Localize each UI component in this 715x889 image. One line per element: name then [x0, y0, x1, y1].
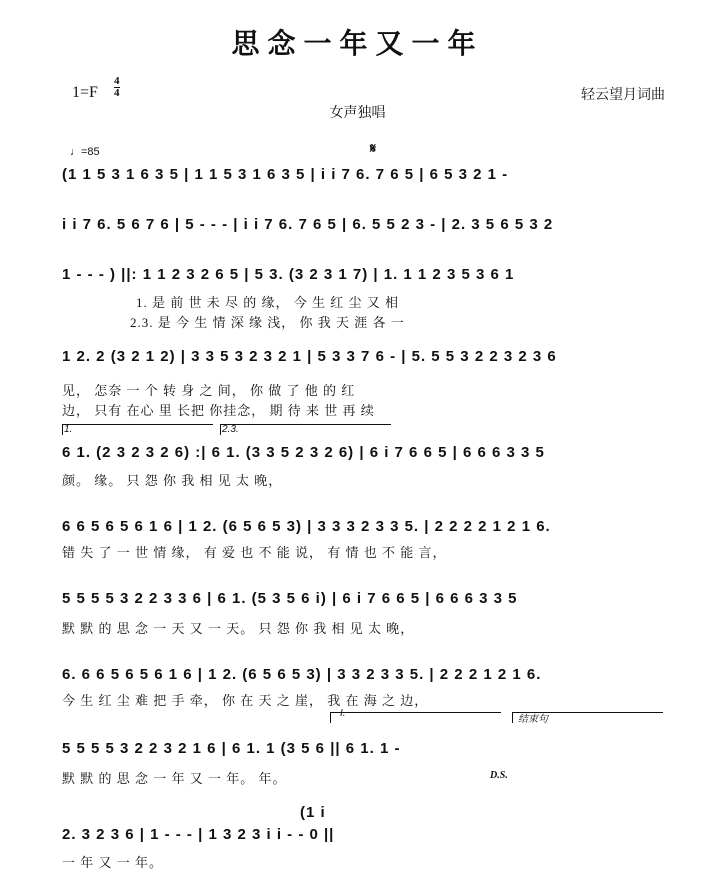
lyric-line-10: 一 年 又 一 年。	[62, 855, 164, 870]
tempo-marking: ♩=85	[70, 146, 100, 158]
lyric-line-5: 颜。 缘。 只 怨 你 我 相 见 太 晚，	[62, 473, 283, 488]
score-line-6: 6 6 5 6 5 6 1 6 | 1 2. (6 5 6 5 3) | 3 3 3 2 3 3 5. | 2 2 2 2 1 2 1 6.	[62, 518, 551, 535]
volta-bracket-2	[220, 424, 391, 435]
lyric-line-3b: 2.3. 是 今 生 情 深 缘 浅， 你 我 天 涯 各 一	[130, 315, 405, 330]
score-line-2: i i 7 6. 5 6 7 6 | 5 - - - | i i 7 6. 7 6 5 | 6. 5 5 2 3 - | 2. 3 5 6 5 3 2	[62, 216, 554, 233]
key-signature: 1=F	[72, 84, 98, 101]
meter-bottom: 4	[114, 87, 120, 99]
lyric-line-9: 默 默 的 思 念 一 年 又 一 年。 年。	[62, 771, 287, 786]
dal-segno-mark: D.S.	[490, 770, 508, 781]
score-line-1: (1 1 5 3 1 6 3 5 | 1 1 5 3 1 6 3 5 | i i 7 6. 7 6 5 | 6 5 3 2 1 -	[62, 166, 509, 183]
volta-label-1: 1.	[64, 424, 73, 435]
meter-top: 4	[114, 75, 120, 87]
score-line-9: 5 5 5 5 3 2 2 3 2 1 6 | 6 1. 1 (3 5 6 || 6 1. 1 -	[62, 740, 401, 757]
lyric-line-7: 默 默 的 思 念 一 天 又 一 天。 只 怨 你 我 相 见 太 晚，	[62, 621, 415, 636]
lyric-line-4b: 边， 只有 在心 里 长把 你挂念， 期 待 来 世 再 续	[62, 403, 375, 418]
volta-label-4: 结束句	[518, 714, 548, 725]
upper-voice-notes: (1 i	[300, 804, 326, 821]
segno-icon: 𝄋	[370, 140, 377, 156]
volta-bracket-3	[330, 712, 501, 723]
time-signature	[114, 76, 120, 99]
score-line-5: 6 1. (2 3 2 3 2 6) :| 6 1. (3 3 5 2 3 2 6) | 6 i 7 6 6 5 | 6 6 6 3 3 5	[62, 444, 545, 461]
score-line-7: 5 5 5 5 3 2 2 3 3 6 | 6 1. (5 3 5 6 i) | 6 i 7 6 6 5 | 6 6 6 3 3 5	[62, 590, 518, 607]
volta-label-3: I.	[340, 708, 346, 719]
volta-bracket-1	[62, 424, 213, 435]
volta-label-2: 2.3.	[222, 424, 239, 435]
song-title: 思念一年又一年	[231, 29, 484, 60]
lyric-line-3a: 1. 是 前 世 未 尽 的 缘， 今 生 红 尘 又 相	[136, 295, 400, 310]
credits: 轻云望月词曲	[581, 88, 665, 103]
score-line-10: 2. 3 2 3 6 | 1 - - - | 1 3 2 3 i i - - 0 ||	[62, 826, 335, 843]
performance-note: 女声独唱	[329, 106, 386, 121]
lyric-line-6: 错 失 了 一 世 情 缘， 有 爱 也 不 能 说， 有 情 也 不 能 言，	[62, 545, 447, 560]
lyric-line-8: 今 生 红 尘 难 把 手 牵， 你 在 天 之 崖， 我 在 海 之 边，	[62, 693, 429, 708]
score-line-3: 1 - - - ) ||: 1 1 2 3 2 6 5 | 5 3. (3 2 3 1 7) | 1. 1 1 2 3 5 3 6 1	[62, 266, 515, 283]
lyric-line-4a: 见， 怎奈 一 个 转 身 之 间， 你 做 了 他 的 红	[62, 383, 356, 398]
score-line-8: 6. 6 6 5 6 5 6 1 6 | 1 2. (6 5 6 5 3) | 3 3 2 3 3 5. | 2 2 2 1 2 1 6.	[62, 666, 542, 683]
score-line-4: 1 2. 2 (3 2 1 2) | 3 3 5 3 2 3 2 1 | 5 3 3 7 6 - | 5. 5 5 3 2 2 3 2 3 6	[62, 348, 557, 365]
